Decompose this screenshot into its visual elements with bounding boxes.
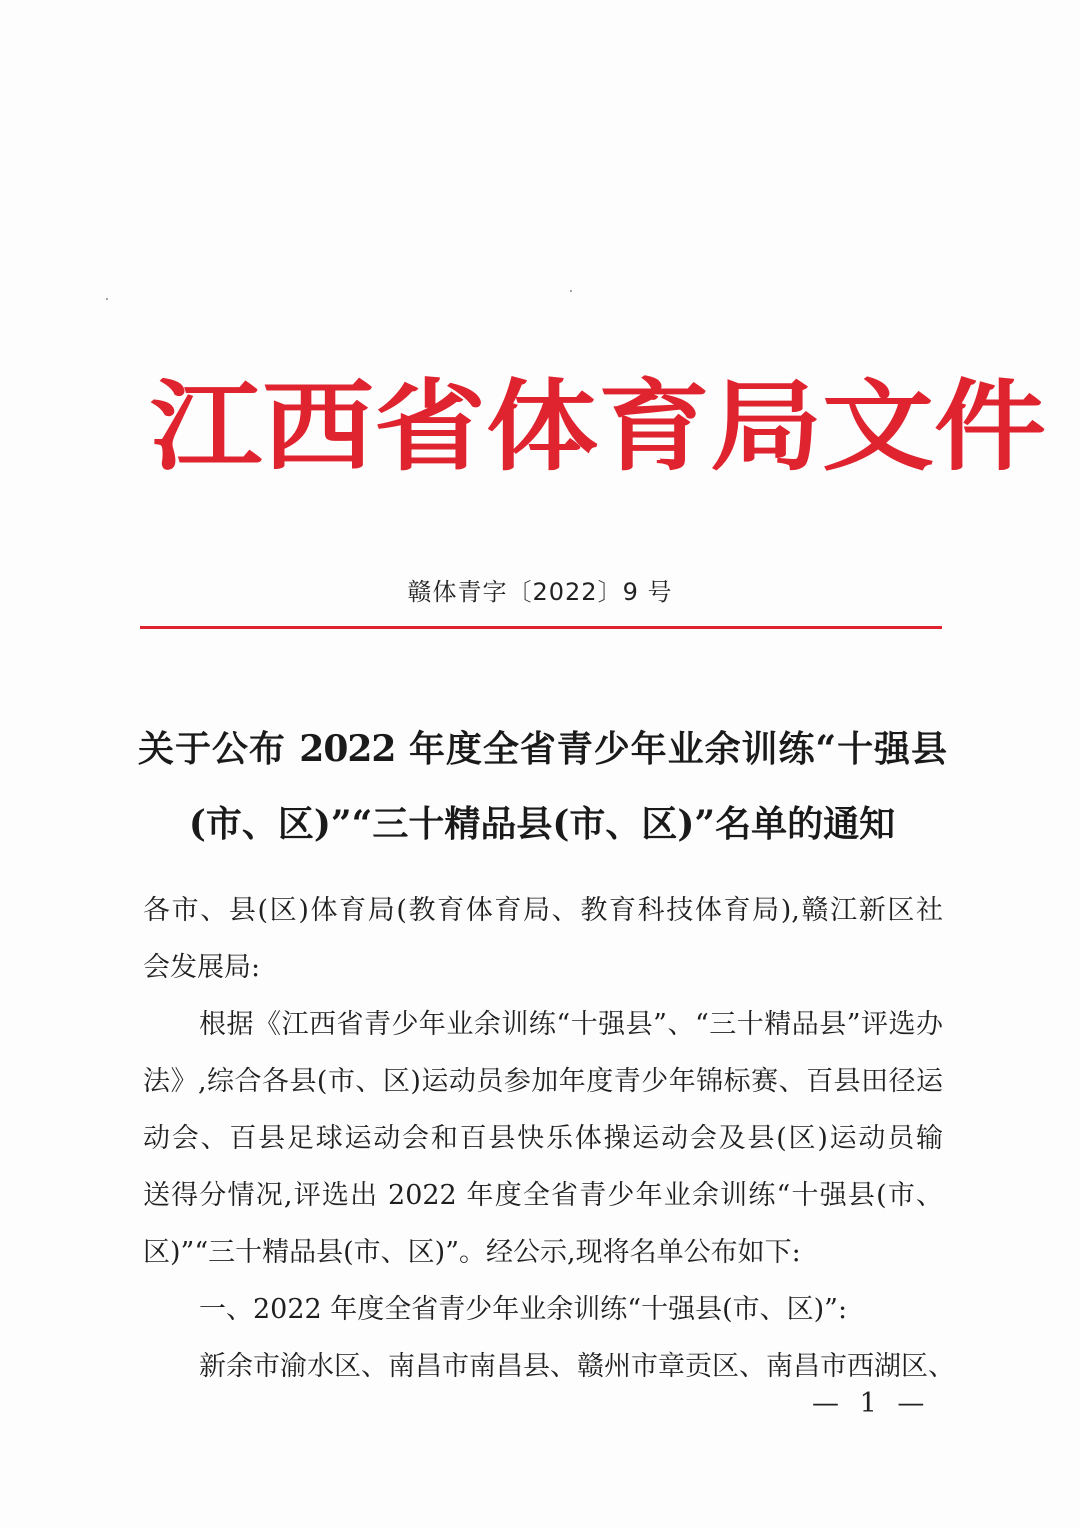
title-char: 育: [598, 368, 710, 485]
title-char: 体: [486, 368, 598, 485]
document-number: 赣体青字〔2022〕9 号: [407, 578, 673, 606]
notice-title-line-2: (市、区)”“三十精品县(市、区)”名单的通知: [188, 803, 896, 845]
page-number: — 1 —: [812, 1388, 931, 1419]
body-line: 区)”“三十精品县(市、区)”。经公示,现将名单公布如下:: [143, 1237, 801, 1268]
title-char: 件: [934, 368, 1046, 485]
notice-title-line-1: 关于公布 2022 年度全省青少年业余训练“十强县: [138, 728, 946, 770]
body-line: 法》,综合各县(市、区)运动员参加年度青少年锦标赛、百县田径运: [143, 1066, 943, 1097]
notice-title: [138, 712, 946, 862]
title-char: 局: [710, 368, 822, 485]
body-line-salutation: 各市、县(区)体育局(教育体育局、教育科技体育局),赣江新区社: [143, 895, 943, 926]
notice-body: [143, 882, 955, 1395]
scan-speck: [570, 290, 572, 292]
body-line-county-list: 新余市渝水区、南昌市南昌县、赣州市章贡区、南昌市西湖区、: [199, 1351, 955, 1382]
title-char: 省: [374, 368, 486, 485]
body-line-salutation-end: 会发展局:: [143, 952, 261, 983]
title-char: 文: [822, 368, 934, 485]
issuing-authority-title: [150, 368, 1046, 485]
body-line: 动会、百县足球运动会和百县快乐体操运动会及县(区)运动员输: [143, 1123, 943, 1154]
scan-speck: [106, 298, 108, 300]
title-char: 江: [150, 368, 262, 485]
section-heading-ten-counties: 一、2022 年度全省青少年业余训练“十强县(市、区)”:: [199, 1294, 848, 1325]
body-line: 送得分情况,评选出 2022 年度全省青少年业余训练“十强县(市、: [143, 1180, 943, 1211]
body-line: 根据《江西省青少年业余训练“十强县”、“三十精品县”评选办: [199, 1009, 943, 1040]
title-char: 西: [262, 368, 374, 485]
red-divider-line: [140, 626, 942, 629]
